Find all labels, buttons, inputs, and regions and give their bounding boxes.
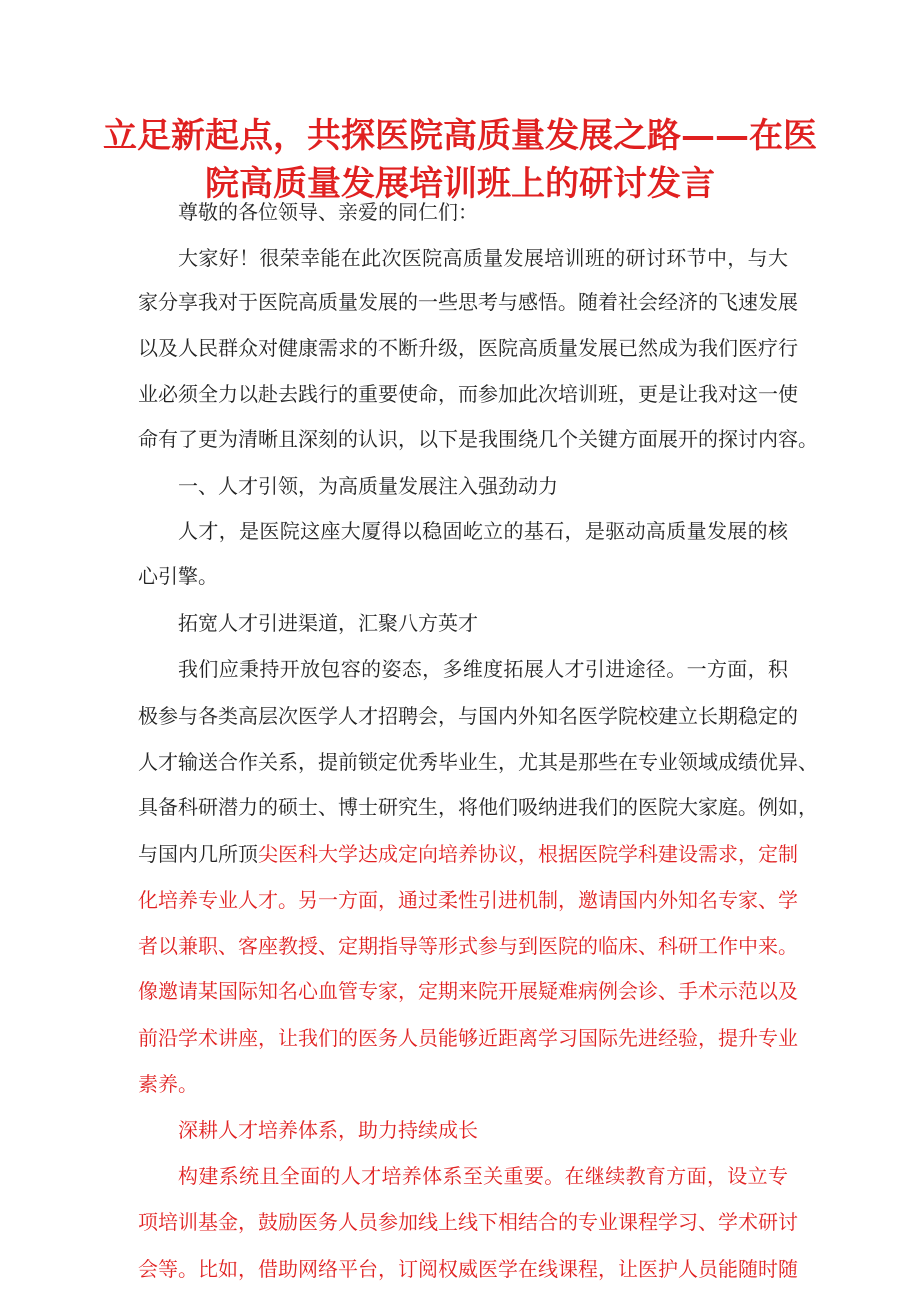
text-segment: 大家好！很荣幸能在此次医院高质量发展培训班的研讨环节中，与大	[178, 246, 788, 270]
paragraph-line	[138, 839, 798, 869]
text-segment: 我们应秉持开放包容的姿态，多维度拓展人才引进途径。一方面，积	[178, 657, 788, 681]
text-segment: 命有了更为清晰且深刻的认识，以下是我围绕几个关键方面展开的探讨内容。	[138, 427, 818, 451]
text-segment: 尊敬的各位领导、亲爱的同仁们：	[178, 200, 478, 224]
paragraph-line	[138, 701, 798, 731]
text-segment: 家分享我对于医院高质量发展的一些思考与感悟。随着社会经济的飞速发展	[138, 290, 798, 314]
paragraph-line	[178, 654, 788, 684]
paragraph-line	[138, 1207, 798, 1237]
text-segment: 业必须全力以赴去践行的重要使命，而参加此次培训班，更是让我对这一使	[138, 382, 798, 406]
text-segment: 像邀请某国际知名心血管专家，定期来院开展疑难病例会诊、手术示范以及	[138, 979, 798, 1003]
text-segment: 尖医科大学达成定向培养协议，根据医院学科建设需求，定制	[258, 842, 798, 866]
paragraph-line	[178, 471, 788, 501]
paragraph-line	[138, 561, 788, 591]
text-segment: 极参与各类高层次医学人才招聘会，与国内外知名医学院校建立长期稳定的	[138, 704, 798, 728]
paragraph-line	[138, 747, 818, 777]
paragraph-line	[178, 1161, 788, 1191]
text-segment: 素养。	[138, 1072, 198, 1096]
text-segment: 深耕人才培养体系，助力持续成长	[178, 1118, 478, 1142]
text-segment: 人才输送合作关系，提前锁定优秀毕业生，尤其是那些在专业领域成绩优异、	[138, 750, 818, 774]
text-segment: 一、人才引领，为高质量发展注入强劲动力	[178, 474, 558, 498]
text-segment: 拓宽人才引进渠道，汇聚八方英才	[178, 611, 478, 635]
document-title-line-1: 立足新起点，共探医院高质量发展之路——在医	[103, 116, 817, 156]
text-segment: 会等。比如，借助网络平台，订阅权威医学在线课程，让医护人员能随时随	[138, 1257, 798, 1281]
paragraph-line	[138, 379, 798, 409]
paragraph-line	[138, 1023, 798, 1053]
paragraph-line	[178, 516, 788, 546]
paragraph-line	[178, 197, 788, 227]
text-segment: 以及人民群众对健康需求的不断升级，医院高质量发展已然成为我们医疗行	[138, 336, 798, 360]
paragraph-line	[138, 287, 798, 317]
text-segment: 具备科研潜力的硕士、博士研究生，将他们吸纳进我们的医院大家庭。例如，	[138, 795, 818, 819]
paragraph-line	[138, 424, 818, 454]
paragraph-line	[178, 243, 788, 273]
text-segment: 项培训基金，鼓励医务人员参加线上线下相结合的专业课程学习、学术研讨	[138, 1210, 798, 1234]
paragraph-line	[138, 931, 798, 961]
text-segment: 构建系统且全面的人才培养体系至关重要。在继续教育方面，设立专	[178, 1164, 788, 1188]
text-segment: 人才，是医院这座大厦得以稳固屹立的基石，是驱动高质量发展的核	[178, 519, 788, 543]
paragraph-line	[138, 1069, 788, 1099]
text-segment: 前沿学术讲座，让我们的医务人员能够近距离学习国际先进经验，提升专业	[138, 1026, 798, 1050]
text-segment: 者以兼职、客座教授、定期指导等形式参与到医院的临床、科研工作中来。	[138, 934, 798, 958]
text-segment: 心引擎。	[138, 564, 218, 588]
paragraph-line	[178, 1115, 788, 1145]
paragraph-line	[138, 885, 798, 915]
paragraph-line	[138, 976, 798, 1006]
text-segment: 化培养专业人才。另一方面，通过柔性引进机制，邀请国内外知名专家、学	[138, 888, 798, 912]
paragraph-line	[138, 792, 818, 822]
paragraph-line	[138, 1254, 798, 1284]
text-segment: 与国内几所顶	[138, 842, 258, 866]
paragraph-line	[178, 608, 788, 638]
paragraph-line	[138, 333, 798, 363]
document-title-line-2: 院高质量发展培训班上的研讨发言	[205, 164, 715, 204]
